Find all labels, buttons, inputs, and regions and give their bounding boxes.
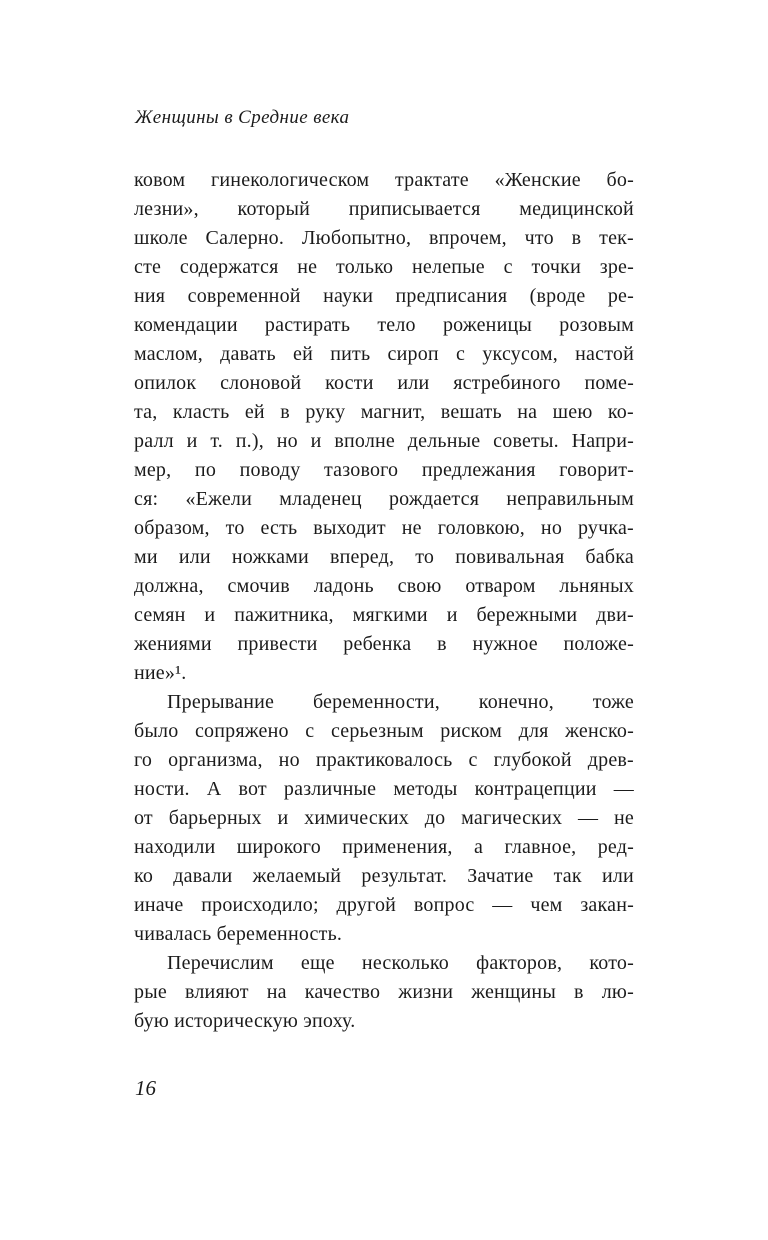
paragraph [134,949,634,1036]
text-line: ности. А вот различные методы контрацепции — [134,778,634,800]
paragraph [134,688,634,949]
text-line: та, класть ей в руку магнит, вешать на шею ко- [134,401,634,423]
text-line: от барьерных и химических до магических — не [134,807,634,829]
text-line: мер, по поводу тазового предлежания говорит- [134,459,634,481]
text-line: ние»¹. [134,662,187,684]
text-line: чивалась беременность. [134,923,343,945]
text-block [134,166,634,1036]
text-line: сте содержатся не только нелепые с точки зре- [134,256,634,278]
text-line: ралл и т. п.), но и вполне дельные советы. Напри- [134,430,634,452]
page-number: 16 [135,1076,156,1100]
text-line: ся: «Ежели младенец рождается неправильным [134,488,634,510]
text-line: комендации растирать тело роженицы розовым [134,314,634,336]
paragraph [134,166,634,688]
text-line: должна, смочив ладонь свою отваром льняных [134,575,634,597]
text-line: го организма, но практиковалось с глубокой древ- [134,749,634,771]
text-line: ния современной науки предписания (вроде ре- [134,285,634,307]
text-line: образом, то есть выходит не головкою, но ручка- [134,517,634,539]
text-line: опилок слоновой кости или ястребиного поме- [134,372,634,394]
text-line: находили широкого применения, а главное, ред- [134,836,634,858]
text-line: бую историческую эпоху. [134,1010,356,1032]
text-line: было сопряжено с серьезным риском для женско- [134,720,634,742]
running-header: Женщины в Средние века [135,107,350,128]
text-line: маслом, давать ей пить сироп с уксусом, настой [134,343,634,365]
text-line: ми или ножками вперед, то повивальная бабка [134,546,634,568]
text-line: лезни», который приписывается медицинской [134,198,634,220]
text-line: семян и пажитника, мягкими и бережными дви- [134,604,634,626]
text-line: Перечислим еще несколько факторов, кото- [167,952,634,974]
text-line: иначе происходило; другой вопрос — чем закан- [134,894,634,916]
text-line: школе Салерно. Любопытно, впрочем, что в тек- [134,227,634,249]
text-line: ко давали желаемый результат. Зачатие так или [134,865,634,887]
text-line: рые влияют на качество жизни женщины в лю- [134,981,634,1003]
text-line: ковом гинекологическом трактате «Женские бо- [134,169,634,191]
text-line: жениями привести ребенка в нужное положе- [134,633,634,655]
text-line: Прерывание беременности, конечно, тоже [167,691,634,713]
